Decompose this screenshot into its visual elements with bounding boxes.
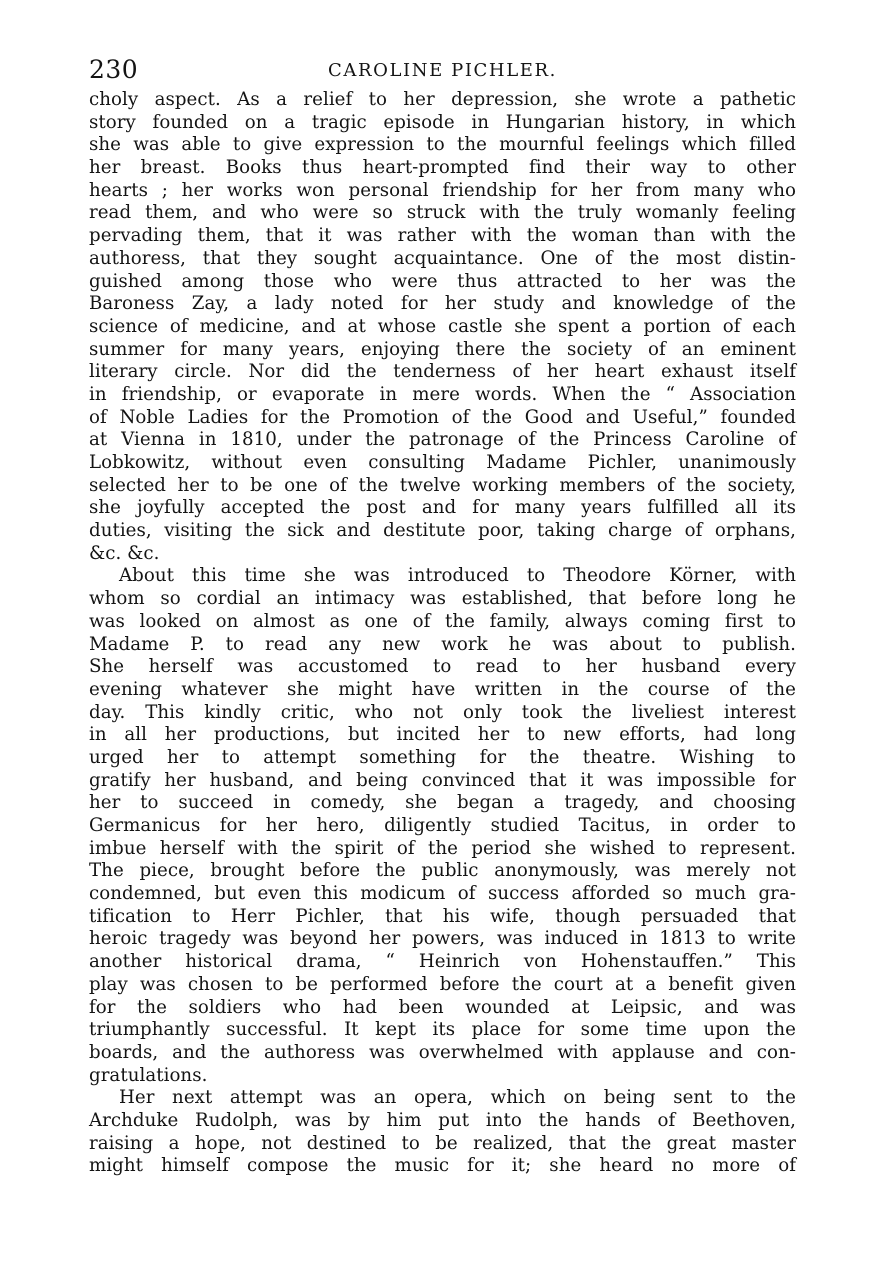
text-line: might himself compose the music for it; she heard no more of [89,1155,796,1177]
text-line: heroic tragedy was beyond her powers, was induced in 1813 to write [89,928,796,950]
text-line: she joyfully accepted the post and for many years fulfilled all its [89,497,796,519]
body-text [89,89,796,1178]
text-line: imbue herself with the spirit of the period she wished to represent. [89,837,796,859]
text-line: whom so cordial an intimacy was established, that before long he [89,588,796,610]
text-line: was looked on almost as one of the family, always coming first to [89,610,796,632]
text-line: for the soldiers who had been wounded at Leipsic, and was [89,996,796,1018]
text-line: Lobkowitz, without even consulting Madame Pichler, unanimously [89,452,796,473]
text-line: About this time she was introduced to Theodore Körner, with [119,565,796,587]
text-line: triumphantly successful. It kept its place for some time upon the [89,1019,796,1041]
text-line: Baroness Zay, a lady noted for her study and knowledge of the [89,293,796,315]
text-line: evening whatever she might have written in the course of the [89,678,796,700]
text-line: authoress, that they sought acquaintance. One of the most distin- [89,247,796,269]
text-line: pervading them, that it was rather with the woman than with the [89,225,796,247]
text-line: her breast. Books thus heart-prompted find their way to other [89,157,796,179]
text-line: Germanicus for her hero, diligently studied Tacitus, in order to [89,815,796,836]
text-line: duties, visiting the sick and destitute poor, taking charge of orphans, [89,520,796,542]
page-number: 230 [89,55,139,84]
text-line: gratulations. [89,1064,208,1086]
text-line: guished among those who were thus attracted to her was the [89,270,796,292]
running-header [89,56,796,86]
text-line: another historical drama, “ Heinrich von Hohenstauffen.” This [89,951,796,973]
text-line: day. This kindly critic, who not only took the liveliest interest [89,701,796,723]
text-line: literary circle. Nor did the tenderness of her heart exhaust itself [89,361,796,383]
text-line: Madame P. to read any new work he was about to publish. [89,633,796,655]
text-line: raising a hope, not destined to be realized, that the great master [89,1132,796,1154]
text-line: Her next attempt was an opera, which on being sent to the [119,1087,796,1109]
text-line: &c. &c. [89,542,160,564]
text-line: urged her to attempt something for the theatre. Wishing to [89,746,796,768]
text-line: Archduke Rudolph, was by him put into the hands of Beethoven, [89,1109,796,1131]
text-line: tification to Herr Pichler, that his wife, though persuaded that [89,905,796,927]
text-line: condemned, but even this modicum of success afforded so much gra- [89,883,796,905]
running-title: CAROLINE PICHLER. [327,60,557,81]
text-line: boards, and the authoress was overwhelmed with applause and con- [89,1041,796,1063]
text-line: hearts ; her works won personal friendship for her from many who [89,179,796,201]
text-line: story founded on a tragic episode in Hungarian history, in which [89,111,796,133]
text-line: science of medicine, and at whose castle she spent a portion of each [89,315,796,337]
text-line: she was able to give expression to the mournful feelings which filled [89,134,796,156]
text-line: of Noble Ladies for the Promotion of the Good and Useful,” founded [89,406,796,428]
text-line: in all her productions, but incited her to new efforts, had long [89,724,796,746]
text-line: her to succeed in comedy, she began a tragedy, and choosing [89,792,796,814]
text-line: at Vienna in 1810, under the patronage of the Princess Caroline of [89,429,796,451]
text-line: gratify her husband, and being convinced that it was impossible for [89,769,796,791]
text-line: play was chosen to be performed before the court at a benefit given [89,973,796,995]
text-line: read them, and who were so struck with the truly womanly feeling [89,202,796,224]
text-line: selected her to be one of the twelve working members of the society, [89,474,796,496]
text-line: She herself was accustomed to read to her husband every [89,656,796,678]
text-line: summer for many years, enjoying there the society of an eminent [89,338,796,360]
text-line: in friendship, or evaporate in mere words. When the “ Association [89,383,796,405]
text-line: choly aspect. As a relief to her depression, she wrote a pathetic [89,89,796,110]
text-line: The piece, brought before the public anonymously, was merely not [89,860,796,882]
